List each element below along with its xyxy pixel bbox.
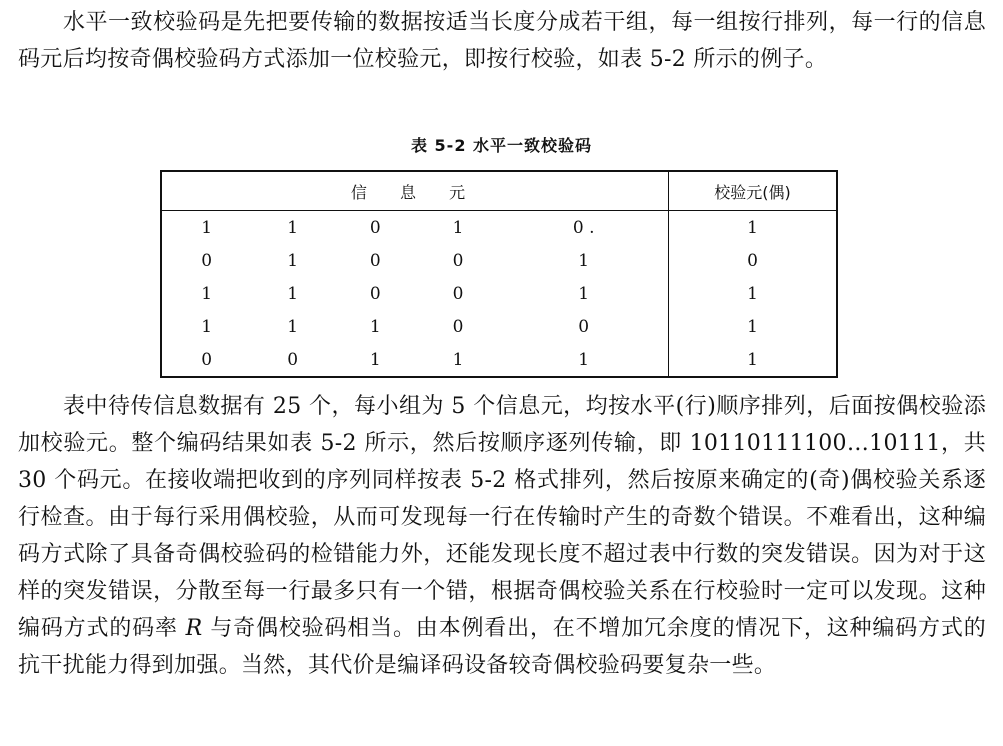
intro-paragraph: 水平一致校验码是先把要传输的数据按适当长度分成若干组，每一组按行排列，每一行的信息码元后均按奇偶校验码方式添加一位校验元，即按行校验，如表 5-2 所示的例子。 [18,10,986,72]
info-bit: 1 [369,316,381,337]
info-bit: 1 [369,349,381,370]
code-rate-variable: R [185,616,203,641]
info-bit: 0 [452,283,464,304]
info-bit: 1 [578,283,590,304]
check-bit: 1 [669,310,838,343]
info-bit: 0 [369,217,381,238]
table-header-row [161,171,837,211]
info-bit: 1 [287,283,299,304]
info-bit: 0 [578,316,590,337]
info-bit: 0 [201,250,213,271]
info-bit: 1 [578,250,590,271]
info-bit: 1 [287,250,299,271]
info-bit: 1 [201,217,213,238]
info-bit: 1 [201,316,213,337]
check-bit: 1 [669,277,838,310]
table-row [161,343,837,377]
info-bit: 1 [287,316,299,337]
table-row [161,211,837,245]
check-bit: 1 [669,211,838,245]
explanation-text-part1: 表中待传信息数据有 25 个，每小组为 5 个信息元，均按水平(行)顺序排列，后面按偶校验添加校验元。整个编码结果如表 5-2 所示，然后按顺序逐列传输，即 10110111100…10111，共 30 个码元。在接收端把收到的序列同样按表 5-2 格式排列，然后按原来确定的(奇)偶校验关系逐行检查。由于每行采用偶校验，从而可发现每一行在传输时产生的奇数个错误。不难看出，这种编码方式除了具备奇偶校验码的检错能力外，还能发现长度不超过表中行数的突发错误。因为对于这样的突发错误，分散至每一行最多只有一个错，根据奇偶校验关系在行校验时一定可以发现。这种编码方式的码率 [18,394,986,641]
table-caption: 表 5-2 水平一致校验码 [410,136,593,155]
info-bit: 1 [578,349,590,370]
check-bit: 1 [669,343,838,377]
check-bit: 0 [669,244,838,277]
info-bit: 1 [452,349,464,370]
info-bit: 1 [452,217,464,238]
info-bit: 1 [201,283,213,304]
info-bit: 0 [287,349,299,370]
info-bit: 0 [452,316,464,337]
parity-table [160,170,838,378]
check-bit-header: 校验元(偶) [669,171,838,211]
table-row [161,244,837,277]
info-bit: 1 [287,217,299,238]
info-bit: 0 [369,250,381,271]
info-bit: 0 [201,349,213,370]
info-bit: 0 [369,283,381,304]
table-row [161,277,837,310]
table-row [161,310,837,343]
info-bit: 0 . [572,217,595,238]
explanation-paragraph [18,388,986,684]
explanation-text-part2: 与奇偶校验码相当。由本例看出，在不增加冗余度的情况下，这种编码方式的抗干扰能力得到加强。当然，其代价是编译码设备较奇偶校验码要复杂一些。 [18,616,986,678]
info-bits-header: 信 息 元 [161,171,669,211]
info-bit: 0 [452,250,464,271]
